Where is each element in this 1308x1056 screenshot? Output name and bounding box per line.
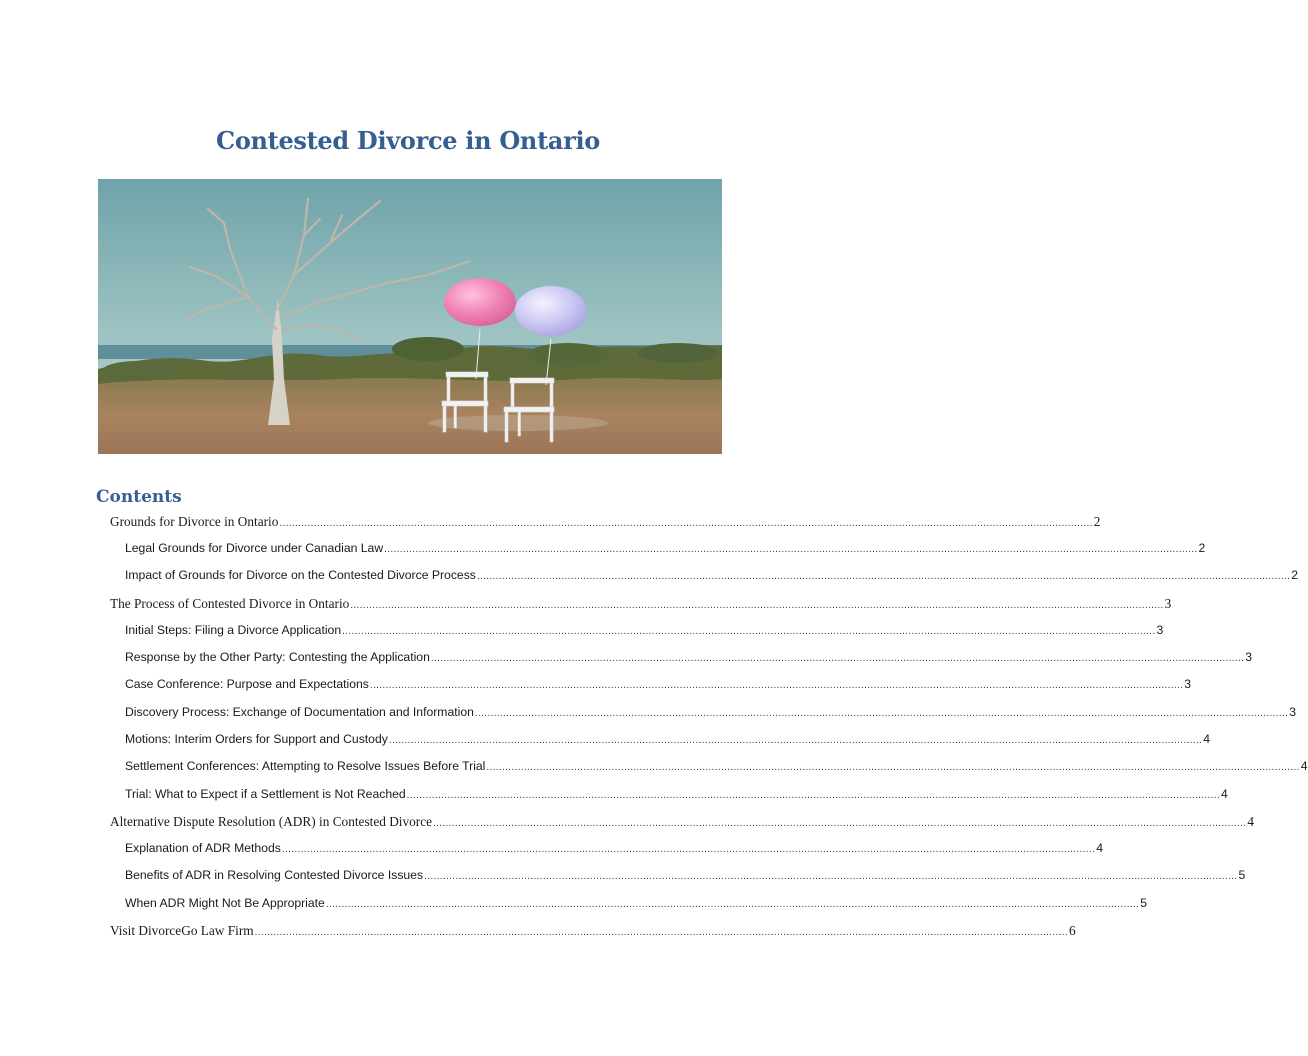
toc-entry-title: Motions: Interim Orders for Support and Custody [125, 732, 388, 746]
toc-entry-title: Response by the Other Party: Contesting the Application [125, 650, 430, 664]
toc-entry-title: Initial Steps: Filing a Divorce Application [125, 623, 342, 637]
toc-dot-leader: .................................................................................................................................................................................................................................................................... [430, 653, 1245, 664]
toc-page-number: 3 [1156, 623, 1164, 637]
toc-page-number: 4 [1096, 841, 1103, 855]
toc-dot-leader: .................................................................................................................................................................................................................................................................... [279, 518, 1093, 529]
toc-entry[interactable] [110, 514, 1101, 530]
toc-page-number: 5 [1140, 896, 1147, 910]
toc-page-number: 4 [1300, 759, 1308, 773]
toc-dot-leader: .................................................................................................................................................................................................................................................................... [342, 626, 1156, 637]
toc-entry-title: Visit DivorceGo Law Firm [110, 923, 254, 938]
toc-page-number: 6 [1068, 923, 1076, 938]
toc-page-number: 2 [1093, 514, 1101, 529]
toc-entry[interactable] [125, 787, 1228, 801]
toc-dot-leader: .................................................................................................................................................................................................................................................................... [476, 571, 1291, 582]
toc-page-number: 4 [1203, 732, 1210, 746]
toc-entry[interactable] [125, 568, 1299, 582]
toc-dot-leader: .................................................................................................................................................................................................................................................................... [424, 871, 1238, 882]
hero-image [98, 179, 722, 454]
toc-entry[interactable] [125, 841, 1103, 855]
toc-entry-title: Grounds for Divorce in Ontario [110, 514, 279, 529]
toc-entry[interactable] [125, 623, 1164, 637]
toc-entry-title: The Process of Contested Divorce in Ontario [110, 596, 350, 611]
toc-entry[interactable] [125, 759, 1308, 773]
toc-entry[interactable] [110, 923, 1076, 939]
document-title: Contested Divorce in Ontario [216, 126, 600, 155]
toc-entry-title: Settlement Conferences: Attempting to Resolve Issues Before Trial [125, 759, 486, 773]
toc-dot-leader: .................................................................................................................................................................................................................................................................... [406, 790, 1221, 801]
toc-page-number: 2 [1198, 541, 1206, 555]
toc-dot-leader: .................................................................................................................................................................................................................................................................... [388, 735, 1203, 746]
toc-entry[interactable] [125, 677, 1192, 691]
toc-page-number: 3 [1289, 705, 1297, 719]
toc-dot-leader: .................................................................................................................................................................................................................................................................... [281, 844, 1096, 855]
toc-entry-title: Trial: What to Expect if a Settlement is Not Reached [125, 787, 406, 801]
toc-entry[interactable] [125, 732, 1210, 746]
toc-page-number: 3 [1245, 650, 1253, 664]
toc-dot-leader: .................................................................................................................................................................................................................................................................... [433, 818, 1247, 829]
toc-entry-title: Alternative Dispute Resolution (ADR) in Contested Divorce [110, 814, 433, 829]
toc-page-number: 4 [1247, 814, 1255, 829]
toc-page-number: 2 [1291, 568, 1299, 582]
toc-page-number: 3 [1184, 677, 1192, 691]
toc-dot-leader: .................................................................................................................................................................................................................................................................... [474, 708, 1289, 719]
toc-entry-title: Discovery Process: Exchange of Documentation and Information [125, 705, 474, 719]
toc-entry[interactable] [125, 868, 1246, 882]
toc-dot-leader: .................................................................................................................................................................................................................................................................... [369, 680, 1184, 691]
toc-page-number: 3 [1164, 596, 1172, 611]
toc-entry[interactable] [110, 596, 1172, 612]
toc-dot-leader: .................................................................................................................................................................................................................................................................... [486, 762, 1300, 773]
toc-entry-title: Explanation of ADR Methods [125, 841, 281, 855]
toc-entry-title: When ADR Might Not Be Appropriate [125, 896, 325, 910]
toc-entry-title: Impact of Grounds for Divorce on the Contested Divorce Process [125, 568, 476, 582]
toc-entry-title: Case Conference: Purpose and Expectations [125, 677, 369, 691]
toc-entry-title: Benefits of ADR in Resolving Contested Divorce Issues [125, 868, 424, 882]
toc-page-number: 4 [1221, 787, 1228, 801]
toc-entry[interactable] [110, 814, 1255, 830]
toc-entry[interactable] [125, 896, 1147, 910]
toc-entry[interactable] [125, 650, 1253, 664]
toc-dot-leader: .................................................................................................................................................................................................................................................................... [350, 600, 1164, 611]
toc-page-number: 5 [1238, 868, 1246, 882]
toc-entry-title: Legal Grounds for Divorce under Canadian Law [125, 541, 384, 555]
toc-heading: Contents [96, 487, 182, 507]
toc-dot-leader: .................................................................................................................................................................................................................................................................... [384, 544, 1198, 555]
toc-dot-leader: .................................................................................................................................................................................................................................................................... [325, 899, 1140, 910]
toc-entry[interactable] [125, 541, 1206, 555]
toc-dot-leader: .................................................................................................................................................................................................................................................................... [254, 927, 1068, 938]
toc-entry[interactable] [125, 705, 1297, 719]
